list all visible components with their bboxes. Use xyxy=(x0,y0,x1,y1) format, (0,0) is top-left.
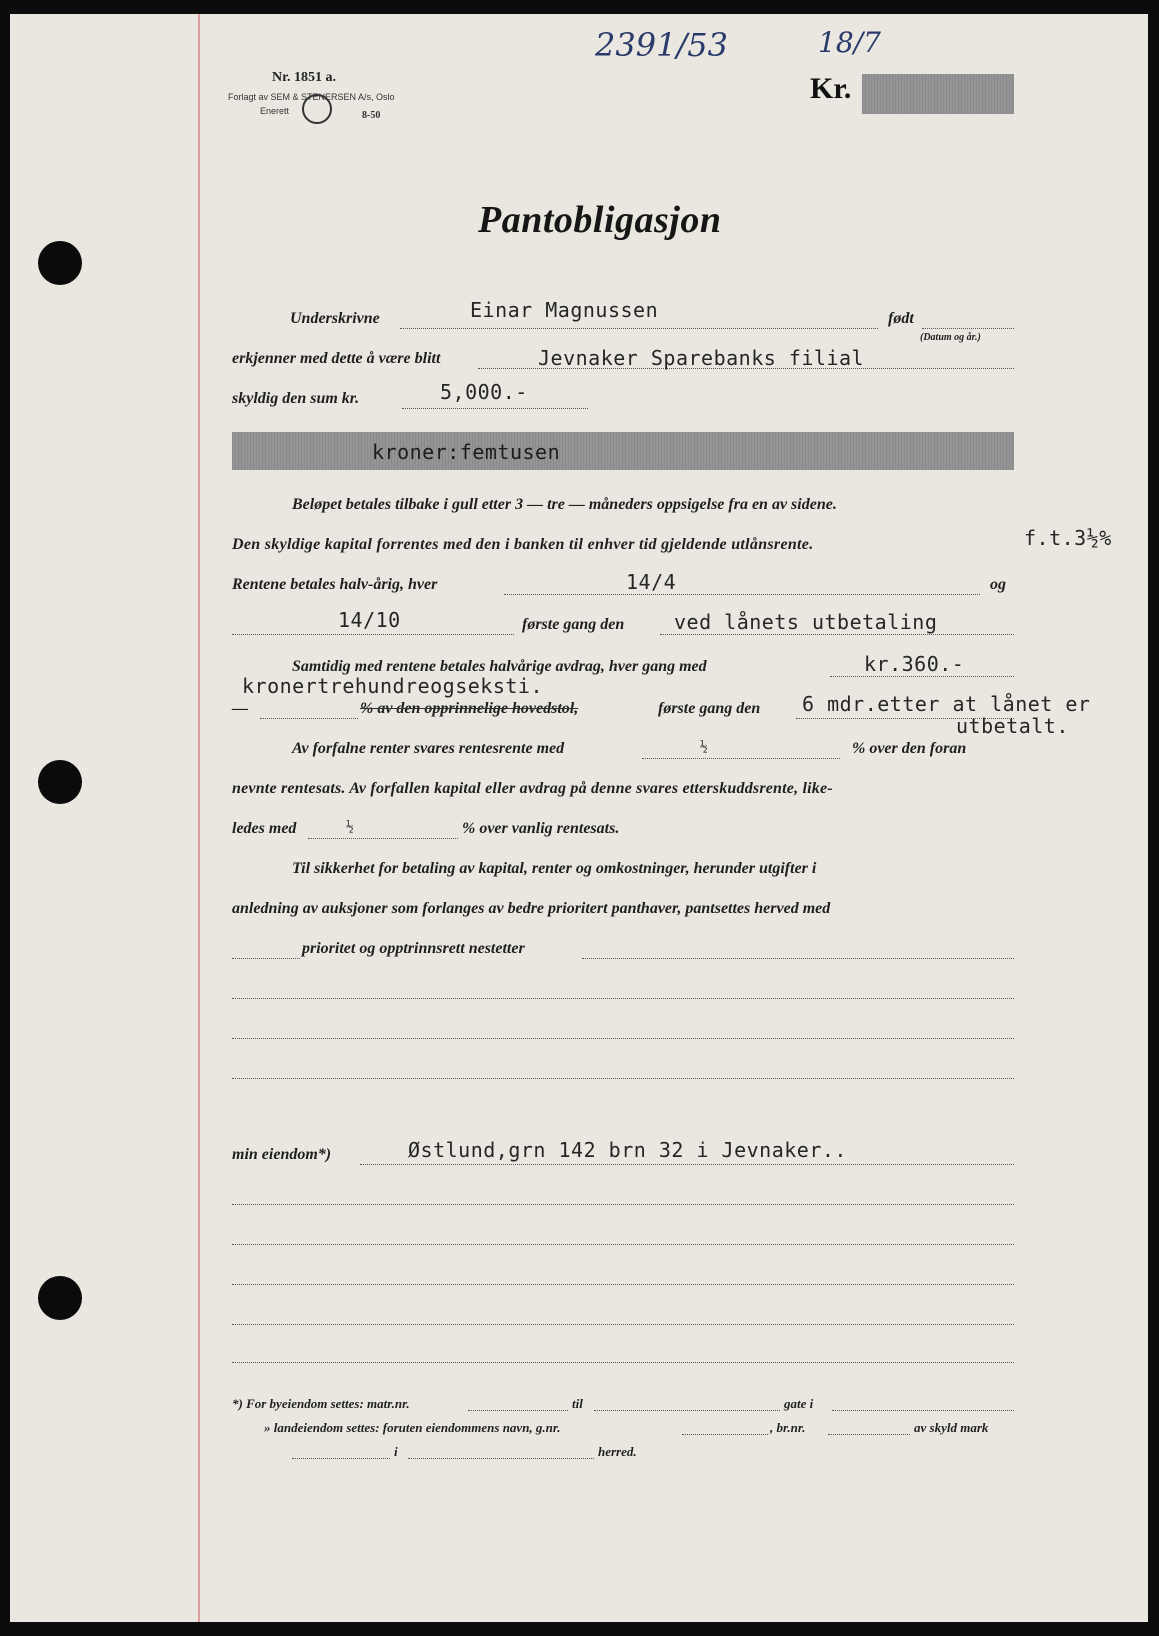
installment-line xyxy=(830,676,1014,677)
percent-line xyxy=(260,718,358,719)
footnote-1-line-a xyxy=(468,1410,568,1411)
first-time-line xyxy=(660,634,1014,635)
handwritten-date: 18/7 xyxy=(818,26,881,59)
footnote-1-line-b xyxy=(594,1410,780,1411)
publisher-enerett: Enerett xyxy=(260,106,290,116)
body-line-nevnte: nevnte rentesats. Av forfallen kapital eller avdrag på denne svares etterskuddsrente, like- xyxy=(232,780,833,797)
footnote-2c: av skyld mark xyxy=(914,1420,989,1435)
creditor-name: Jevnaker Sparebanks filial xyxy=(538,346,865,370)
publisher-line: Forlagt av SEM & STENERSEN A/s, Oslo xyxy=(228,92,395,102)
kr-amount-box xyxy=(862,74,1014,114)
footnote-3a: i xyxy=(394,1444,398,1459)
footnote-2-line-b xyxy=(828,1434,910,1435)
born-label: født xyxy=(888,310,914,327)
blank-line-3 xyxy=(232,1078,1014,1079)
form-number: Nr. 1851 a. xyxy=(272,70,337,85)
first-installment-value-2: utbetalt. xyxy=(956,714,1069,738)
punch-hole-bottom xyxy=(38,1276,82,1320)
footnote-1a: *) For byeiendom settes: matr.nr. xyxy=(232,1396,410,1411)
undersigned-name: Einar Magnussen xyxy=(470,298,659,322)
punch-hole-top xyxy=(38,241,82,285)
priority-pre-line xyxy=(232,958,300,959)
document-title: Pantobligasjon xyxy=(478,199,722,241)
blank-line-4 xyxy=(232,1204,1014,1205)
first-time-label-2: første gang den xyxy=(658,700,761,717)
amount-words: kroner:femtusen xyxy=(372,440,561,464)
blank-line-5 xyxy=(232,1244,1014,1245)
footnote-1c: gate i xyxy=(784,1396,814,1411)
blank-line-2 xyxy=(232,1038,1014,1039)
interest-label: Rentene betales halv-årig, hver xyxy=(232,576,438,593)
overdue-line xyxy=(642,758,840,759)
undersigned-label: Underskrivne xyxy=(290,310,380,327)
security-line-2: anledning av auksjoner som forlanges av bedre prioritert panthaver, pantsettes herved med xyxy=(232,900,831,917)
interest-date-2: 14/10 xyxy=(338,608,401,632)
priority-line xyxy=(582,958,1014,959)
amount-line xyxy=(402,408,588,409)
born-line xyxy=(922,328,1014,329)
footnote-3-line-b xyxy=(408,1458,594,1459)
overdue-suffix: % over den foran xyxy=(852,740,967,757)
ledes-label: ledes med xyxy=(232,820,297,837)
footnote-3b: herred. xyxy=(598,1444,637,1459)
first-time-label: første gang den xyxy=(522,616,625,633)
property-line xyxy=(360,1164,1014,1165)
margin-rule xyxy=(198,14,200,1622)
blank-line-7 xyxy=(232,1324,1014,1325)
ledes-value: ½ xyxy=(346,820,354,835)
property-value: Østlund,grn 142 brn 32 i Jevnaker.. xyxy=(408,1138,847,1162)
body-line-interest: Den skyldige kapital forrentes med den i banken til enhver tid gjeldende utlånsrente. xyxy=(232,536,814,553)
document-page xyxy=(10,14,1148,1622)
footnote-1-line-c xyxy=(832,1410,1014,1411)
punch-hole-middle xyxy=(38,760,82,804)
blank-line-6 xyxy=(232,1284,1014,1285)
ledes-suffix: % over vanlig rentesats. xyxy=(462,820,620,837)
blank-line-1 xyxy=(232,998,1014,999)
installment-label: Samtidig med rentene betales halvårige avdrag, hver gang med xyxy=(292,658,707,675)
rate-handwritten: f.t.3½% xyxy=(1024,526,1112,550)
footnote-1b: til xyxy=(572,1396,583,1411)
property-label: min eiendom*) xyxy=(232,1146,332,1163)
overdue-value: ½ xyxy=(700,740,708,755)
amount-value: 5,000.- xyxy=(440,380,528,404)
interest-date-1: 14/4 xyxy=(626,570,677,594)
blank-line-8 xyxy=(232,1362,1014,1363)
ledes-line xyxy=(308,838,458,839)
undersigned-line xyxy=(400,328,878,329)
interest-date-line xyxy=(504,594,980,595)
original-capital-label: % av den opprinnelige hovedstol, xyxy=(360,700,579,717)
priority-label: prioritet og opptrinnsrett nestetter xyxy=(302,940,525,957)
kr-label: Kr. xyxy=(810,72,852,105)
footnote-2-line-a xyxy=(682,1434,768,1435)
acknowledge-label: erkjenner med dette å være blitt xyxy=(232,350,441,367)
installment-words: kronertrehundreogseksti. xyxy=(242,674,543,698)
body-line-repayment: Beløpet betales tilbake i gull etter 3 — tre — måneders oppsigelse fra en av sidene. xyxy=(292,496,837,513)
first-installment-value: 6 mdr.etter at lånet er xyxy=(802,692,1091,716)
owe-label: skyldig den sum kr. xyxy=(232,390,360,407)
og-label: og xyxy=(990,576,1006,593)
amount-words-box xyxy=(232,432,1014,470)
first-time-value: ved lånets utbetaling xyxy=(674,610,938,634)
installment-value: kr.360.- xyxy=(864,652,965,676)
handwritten-reference: 2391/53 xyxy=(595,26,728,64)
footnote-2a: » landeiendom settes: foruten eiendommens navn, g.nr. xyxy=(264,1420,561,1435)
footnote-2b: , br.nr. xyxy=(770,1420,806,1435)
born-note: (Datum og år.) xyxy=(920,332,981,343)
dash: — xyxy=(232,700,248,717)
edition-code: 8-50 xyxy=(362,110,381,121)
footnote-3-line-a xyxy=(292,1458,390,1459)
security-line-1: Til sikkerhet for betaling av kapital, renter og omkostninger, herunder utgifter i xyxy=(292,860,817,877)
overdue-label: Av forfalne renter svares rentesrente med xyxy=(292,740,565,757)
publisher-logo-icon xyxy=(302,94,332,124)
interest-date2-line xyxy=(232,634,514,635)
